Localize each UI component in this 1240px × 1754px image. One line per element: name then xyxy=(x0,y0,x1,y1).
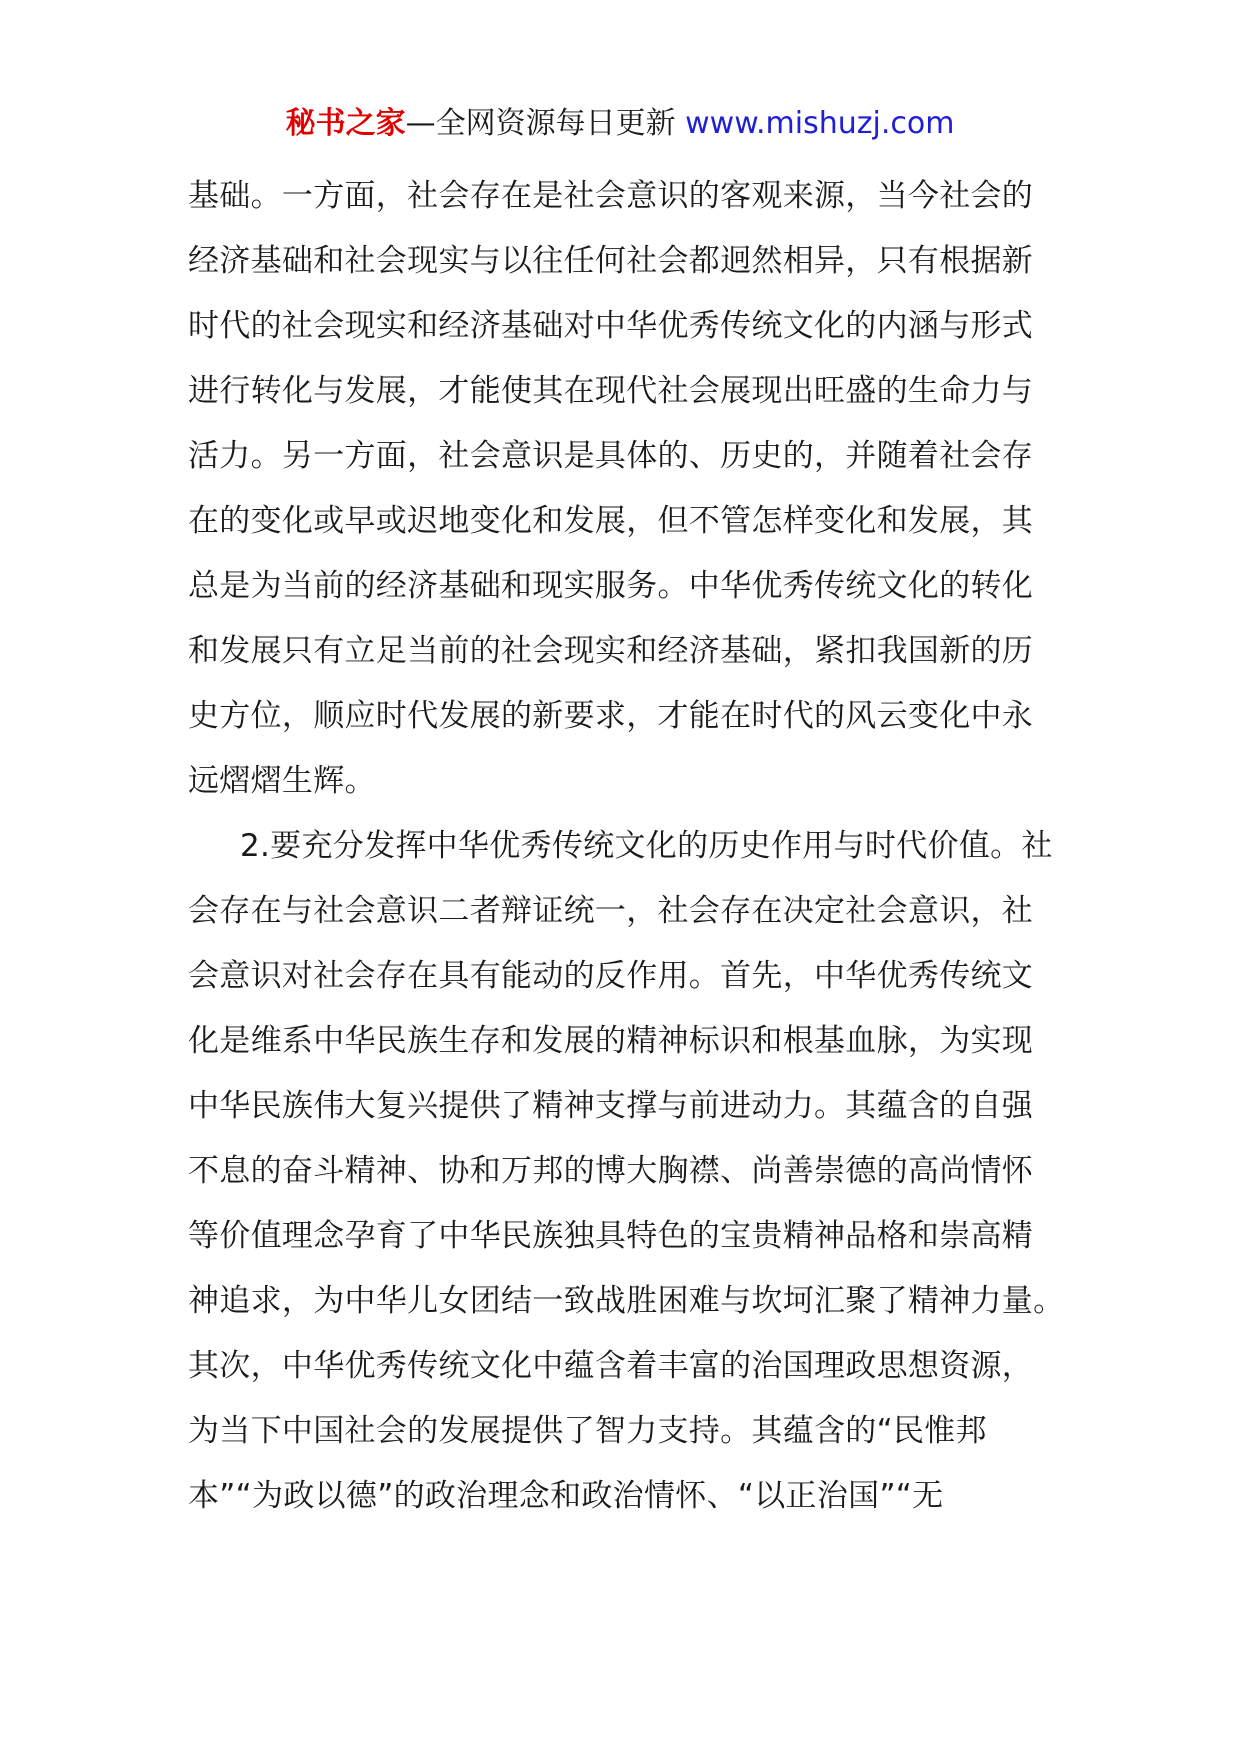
site-url[interactable]: www.mishuzj.com xyxy=(685,106,955,141)
text-line: 神追求，为中华儿女团结一致战胜困难与坎坷汇聚了精神力量。 xyxy=(188,1283,1065,1319)
text-line: 会存在与社会意识二者辩证统一，社会存在决定社会意识，社 xyxy=(188,893,1034,929)
text-line: 进行转化与发展，才能使其在现代社会展现出旺盛的生命力与 xyxy=(188,373,1034,409)
text-line: 活力。另一方面，社会意识是具体的、历史的，并随着社会存 xyxy=(188,438,1034,474)
page-header xyxy=(0,102,1240,146)
text-line: 史方位，顺应时代发展的新要求，才能在时代的风云变化中永 xyxy=(188,698,1034,734)
site-brand: 秘书之家 xyxy=(285,106,406,141)
text-line: 本”“为政以德”的政治理念和政治情怀、“以正治国”“无 xyxy=(188,1478,944,1514)
text-line: 经济基础和社会现实与以往任何社会都迥然相异，只有根据新 xyxy=(188,243,1034,279)
text-line: 中华民族伟大复兴提供了精神支撑与前进动力。其蕴含的自强 xyxy=(188,1088,1034,1124)
text-line: 会意识对社会存在具有能动的反作用。首先，中华优秀传统文 xyxy=(188,958,1034,994)
text-line: 为当下中国社会的发展提供了智力支持。其蕴含的“民惟邦 xyxy=(188,1413,987,1449)
site-slogan: —全网资源每日更新 xyxy=(405,106,686,141)
text-line: 其次，中华优秀传统文化中蕴含着丰富的治国理政思想资源， xyxy=(188,1348,1034,1384)
text-line: 基础。一方面，社会存在是社会意识的客观来源，当今社会的 xyxy=(188,178,1034,214)
text-line: 时代的社会现实和经济基础对中华优秀传统文化的内涵与形式 xyxy=(188,308,1034,344)
text-line: 和发展只有立足当前的社会现实和经济基础，紧扣我国新的历 xyxy=(188,633,1034,669)
text-line: 远熠熠生辉。 xyxy=(188,763,376,799)
text-line: 不息的奋斗精神、协和万邦的博大胸襟、尚善崇德的高尚情怀 xyxy=(188,1153,1034,1189)
text-line: 化是维系中华民族生存和发展的精神标识和根基血脉，为实现 xyxy=(188,1023,1034,1059)
text-line: 等价值理念孕育了中华民族独具特色的宝贵精神品格和崇高精 xyxy=(188,1218,1034,1254)
text-line: 总是为当前的经济基础和现实服务。中华优秀传统文化的转化 xyxy=(188,568,1034,604)
paragraph-heading-line: 2.要充分发挥中华优秀传统文化的历史作用与时代价值。社 xyxy=(240,828,1053,864)
document-body xyxy=(188,164,1068,1529)
text-line: 在的变化或早或迟地变化和发展，但不管怎样变化和发展，其 xyxy=(188,503,1034,539)
